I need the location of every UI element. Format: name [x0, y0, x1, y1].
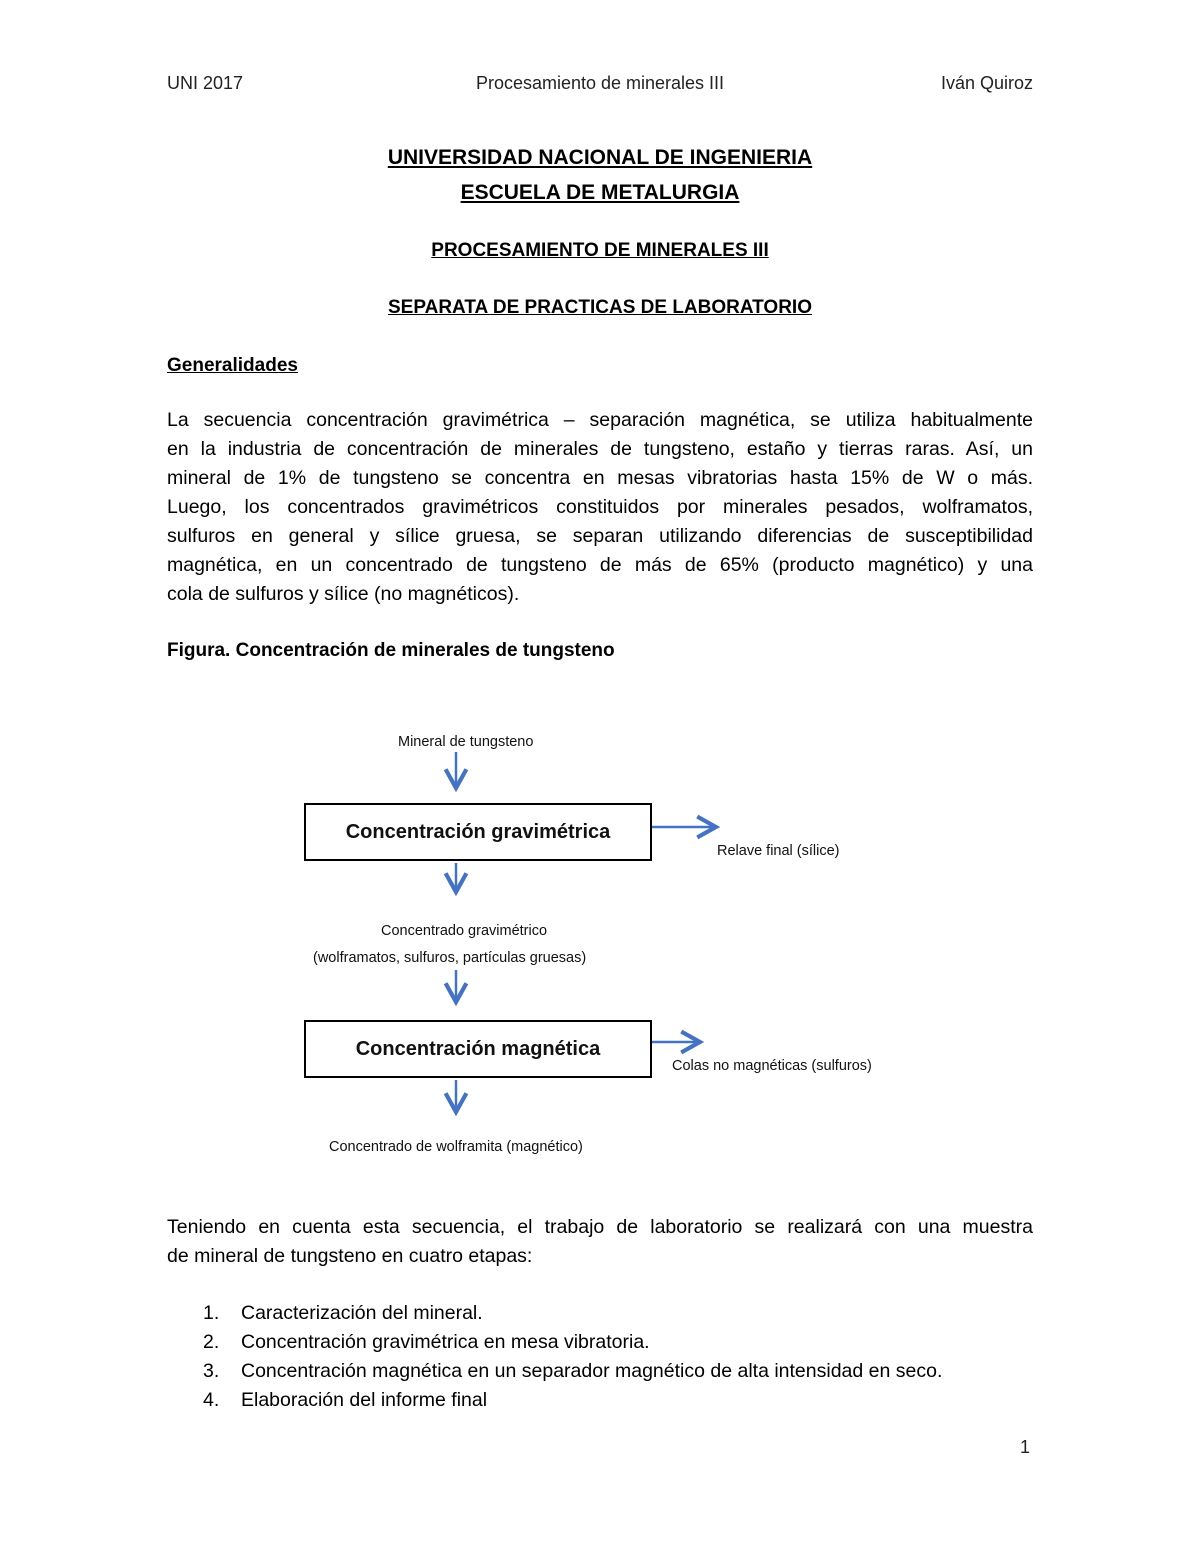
paragraph-line: sulfuros en general y sílice gruesa, se separan utilizando diferencias de susceptibilidad — [167, 525, 1033, 547]
intro-paragraph — [167, 406, 1033, 609]
list-item — [167, 1299, 1067, 1328]
paragraph-line: La secuencia concentración gravimétrica – separación magnética, se utiliza habitualmente — [167, 409, 1033, 431]
list-text: Elaboración del informe final — [241, 1389, 488, 1411]
list-item — [167, 1386, 1067, 1415]
steps-list — [167, 1299, 1067, 1415]
flow-diagram — [0, 700, 1200, 1180]
header-left: UNI 2017 — [167, 73, 244, 93]
nonmagnetic-tailings-label: Colas no magnéticas (sulfuros) — [672, 1058, 872, 1074]
paragraph-line: Teniendo en cuenta esta secuencia, el trabajo de laboratorio se realizará con una muestra — [167, 1216, 1033, 1238]
flow-arrows — [0, 700, 1200, 1180]
list-number: 3. — [203, 1360, 220, 1382]
paragraph-line: mineral de 1% de tungsteno se concentra en mesas vibratorias hasta 15% de W o más. — [167, 467, 1033, 489]
paragraph-line: en la industria de concentración de minerales de tungsteno, estaño y tierras raras. Así, un — [167, 438, 1033, 460]
section-heading: Generalidades — [167, 355, 298, 376]
school-title: ESCUELA DE METALURGIA — [460, 181, 740, 204]
tailings-label: Relave final (sílice) — [717, 843, 840, 859]
gravimetric-concentrate-label: Concentrado gravimétrico — [381, 923, 548, 939]
list-item — [167, 1328, 1067, 1357]
magnetic-box-label: Concentración magnética — [355, 1037, 601, 1060]
magnetic-concentration-box — [304, 1020, 652, 1078]
gravimetric-concentration-box — [304, 803, 652, 861]
list-text: Caracterización del mineral. — [241, 1302, 483, 1324]
gravimetric-box-label: Concentración gravimétrica — [345, 820, 611, 843]
gravimetric-concentrate-detail: (wolframatos, sulfuros, partículas gruesas) — [313, 950, 587, 966]
list-number: 2. — [203, 1331, 220, 1353]
paragraph-line: de mineral de tungsteno en cuatro etapas: — [167, 1245, 533, 1267]
list-number: 4. — [203, 1389, 220, 1411]
course-title: PROCESAMIENTO DE MINERALES III — [431, 240, 769, 261]
university-title: UNIVERSIDAD NACIONAL DE INGENIERIA — [387, 146, 813, 169]
feed-label: Mineral de tungsteno — [398, 734, 534, 750]
paragraph-line: cola de sulfuros y sílice (no magnéticos). — [167, 583, 520, 605]
final-product-label: Concentrado de wolframita (magnético) — [329, 1139, 583, 1155]
document-title: SEPARATA DE PRACTICAS DE LABORATORIO — [388, 297, 812, 318]
list-text: Concentración magnética en un separador magnético de alta intensidad en seco. — [241, 1360, 943, 1382]
list-text: Concentración gravimétrica en mesa vibratoria. — [241, 1331, 650, 1353]
figure-caption: Figura. Concentración de minerales de tungsteno — [167, 640, 615, 661]
paragraph-line: magnética, en un concentrado de tungsteno de más de 65% (producto magnético) y una — [167, 554, 1033, 576]
follow-paragraph — [167, 1213, 1033, 1271]
list-item — [167, 1357, 1067, 1386]
paragraph-line: Luego, los concentrados gravimétricos constituidos por minerales pesados, wolframatos, — [167, 496, 1033, 518]
page-number: 1 — [1019, 1437, 1030, 1457]
list-number: 1. — [203, 1302, 220, 1324]
header-center: Procesamiento de minerales III — [475, 73, 725, 93]
header-right: Iván Quiroz — [940, 73, 1033, 93]
